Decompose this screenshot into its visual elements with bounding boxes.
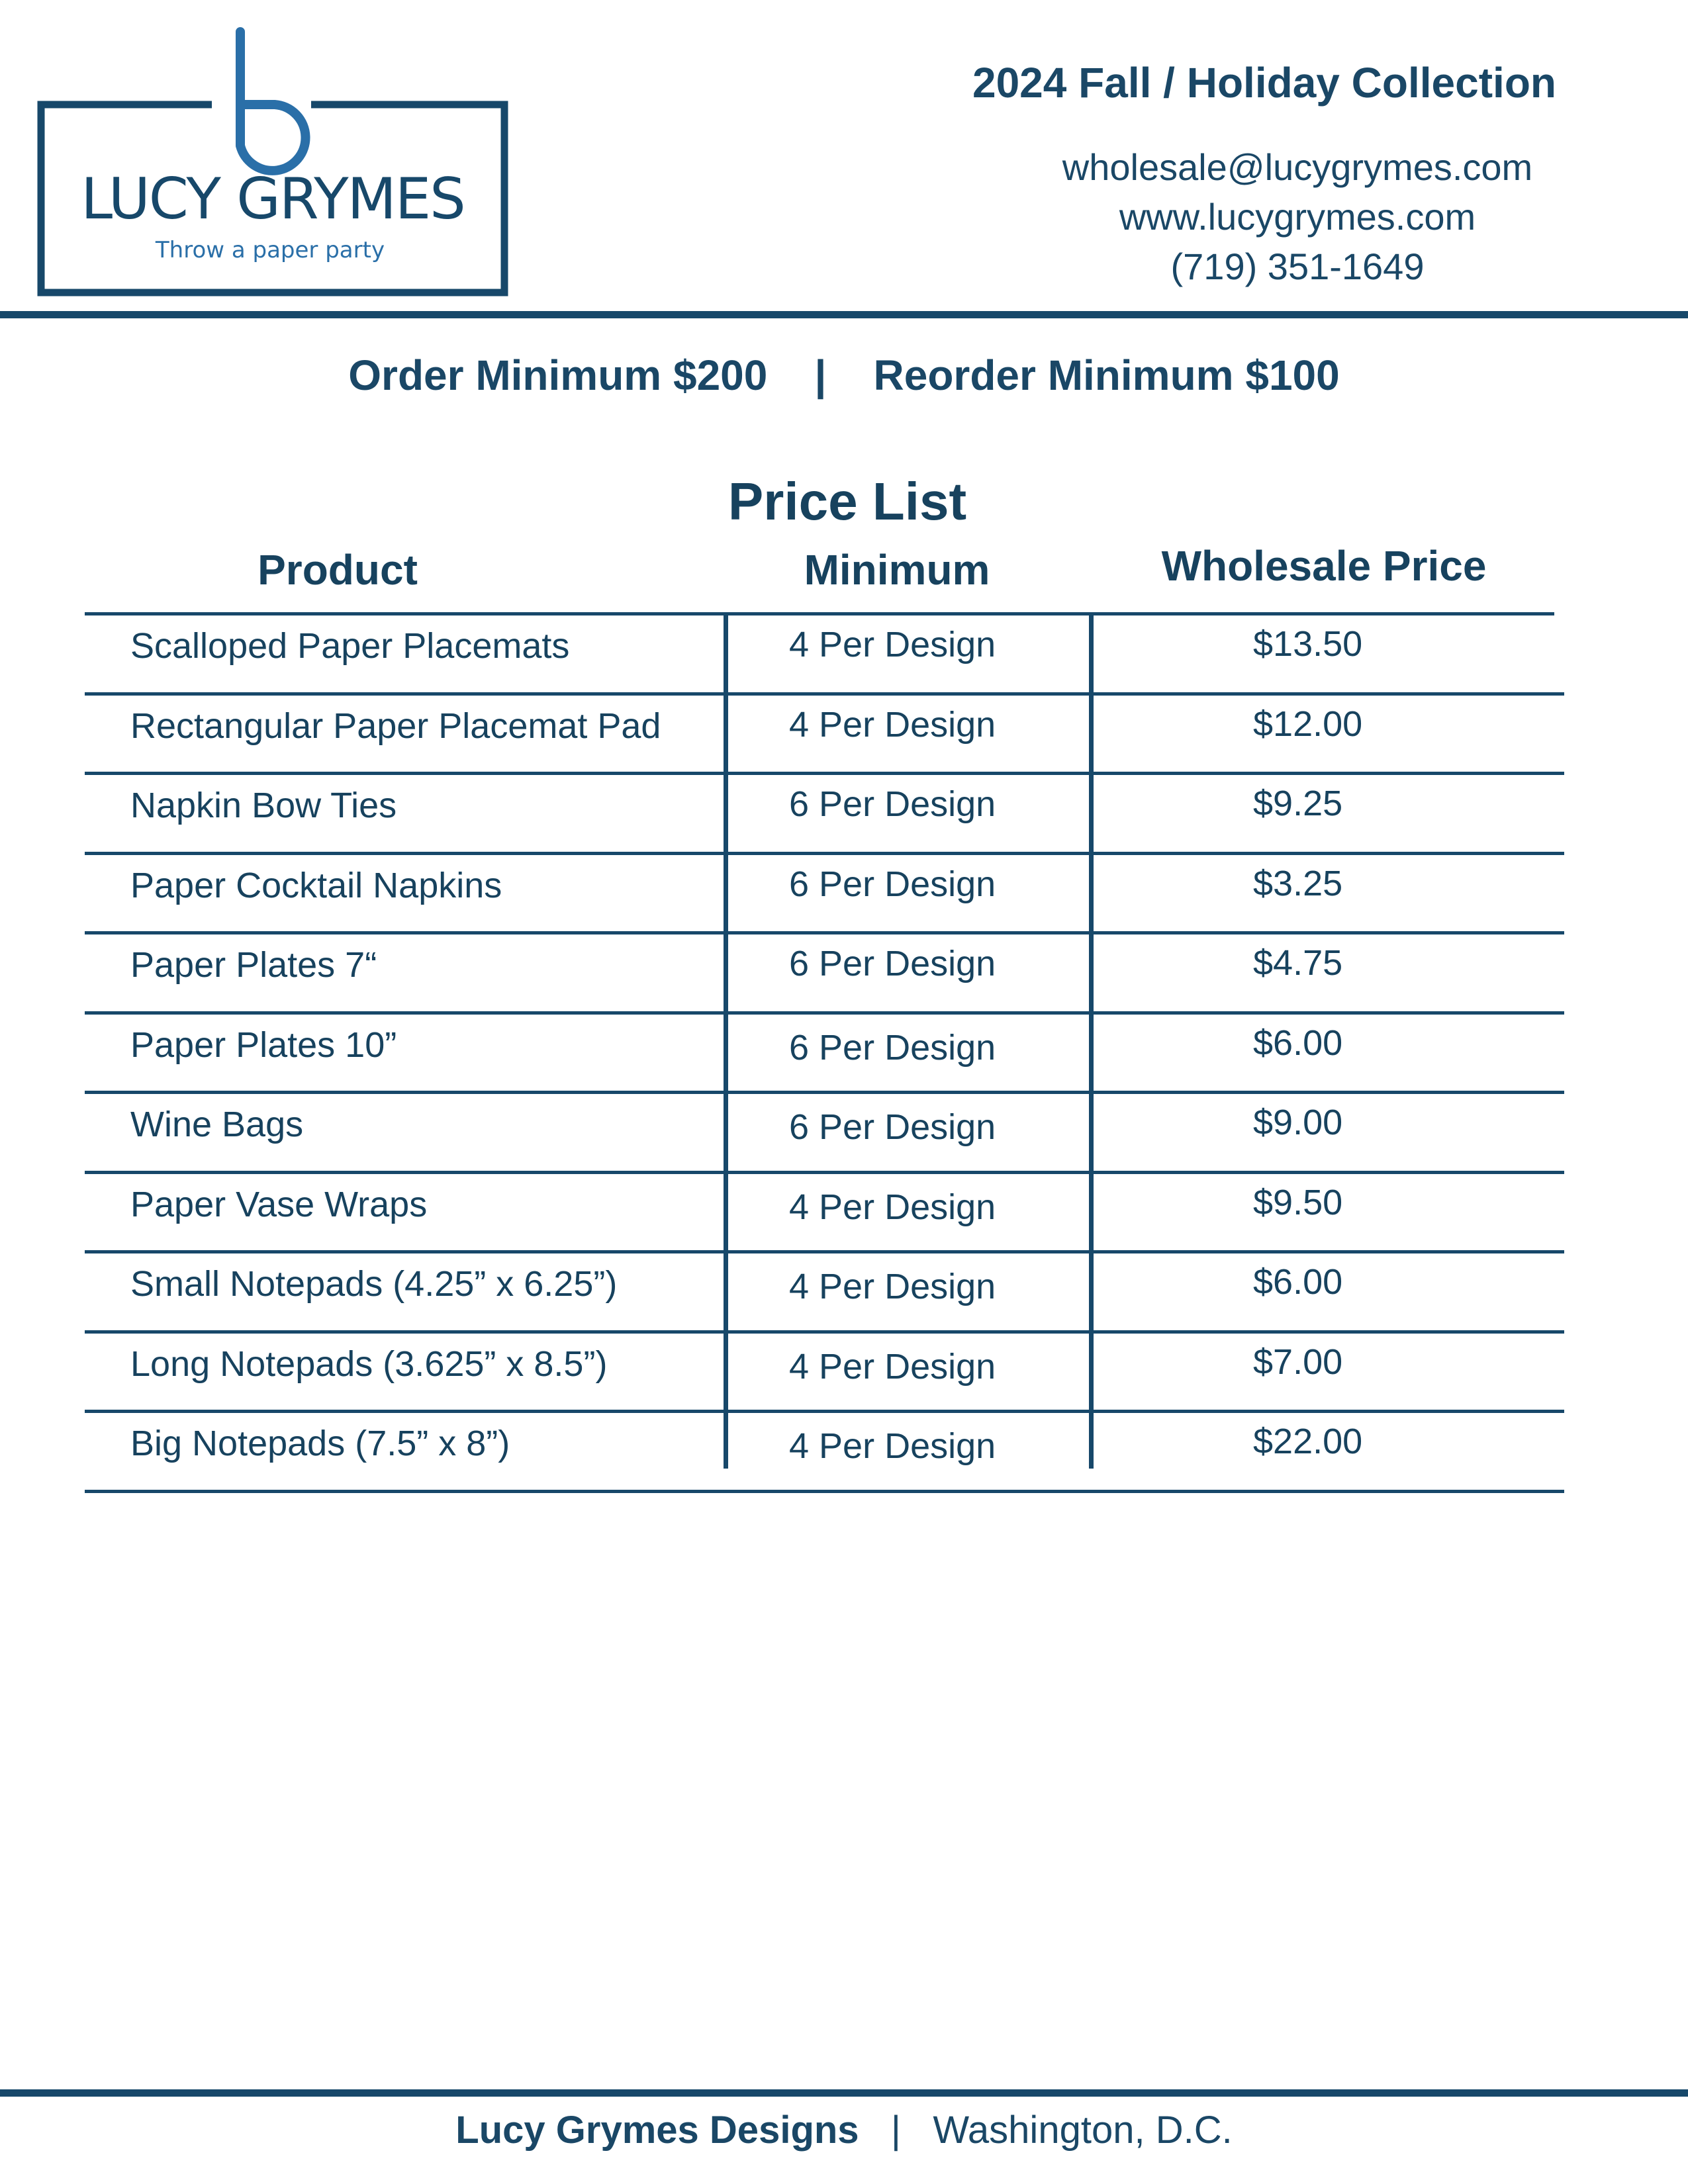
footer-location: Washington, D.C. bbox=[933, 2109, 1233, 2152]
product-name: Scalloped Paper Placemats bbox=[130, 626, 570, 666]
minimum-quantity: 6 Per Design bbox=[789, 1107, 996, 1147]
product-name: Long Notepads (3.625” x 8.5”) bbox=[130, 1343, 608, 1384]
row-rule bbox=[85, 1410, 1564, 1413]
wholesale-price: $3.25 bbox=[1253, 863, 1343, 903]
wholesale-price: $9.00 bbox=[1253, 1103, 1343, 1142]
minimum-quantity: 4 Per Design bbox=[789, 704, 996, 745]
row-rule bbox=[85, 931, 1564, 934]
product-name: Big Notepads (7.5” x 8”) bbox=[130, 1424, 510, 1463]
wholesale-price: $6.00 bbox=[1253, 1262, 1343, 1302]
product-name: Paper Cocktail Napkins bbox=[130, 865, 502, 905]
wholesale-price: $9.50 bbox=[1253, 1182, 1343, 1222]
product-name: Napkin Bow Ties bbox=[130, 786, 397, 825]
row-rule bbox=[85, 852, 1564, 855]
table-top-rule bbox=[85, 612, 1554, 615]
wholesale-price: $13.50 bbox=[1253, 624, 1363, 664]
wholesale-price: $22.00 bbox=[1253, 1422, 1363, 1461]
contact-email[interactable]: wholesale@lucygrymes.com bbox=[1062, 146, 1533, 188]
footer-company: Lucy Grymes Designs bbox=[455, 2109, 859, 2152]
wholesale-price: $12.00 bbox=[1253, 704, 1363, 744]
collection-title: 2024 Fall / Holiday Collection bbox=[972, 59, 1557, 107]
reorder-minimum: Reorder Minimum $100 bbox=[873, 351, 1340, 399]
column-header-minimum: Minimum bbox=[804, 546, 990, 594]
row-rule bbox=[85, 692, 1564, 696]
row-rule bbox=[85, 1490, 1564, 1493]
product-name: Wine Bags bbox=[130, 1105, 304, 1144]
minimum-quantity: 4 Per Design bbox=[789, 1426, 996, 1466]
row-rule bbox=[85, 1091, 1564, 1094]
brand-tagline: Throw a paper party bbox=[155, 237, 385, 263]
price-list-title: Price List bbox=[727, 472, 967, 531]
product-name: Small Notepads (4.25” x 6.25”) bbox=[130, 1264, 618, 1304]
minimum-quantity: 6 Per Design bbox=[789, 1027, 996, 1068]
footer-divider bbox=[0, 2089, 1688, 2097]
minimum-quantity: 4 Per Design bbox=[789, 1187, 996, 1227]
row-rule bbox=[85, 1330, 1564, 1334]
wholesale-price: $7.00 bbox=[1253, 1342, 1343, 1382]
minimums-separator: | bbox=[814, 351, 827, 399]
wholesale-price: $4.75 bbox=[1253, 943, 1343, 983]
footer bbox=[0, 2108, 1688, 2152]
row-rule bbox=[85, 772, 1564, 775]
minimum-quantity: 6 Per Design bbox=[789, 944, 996, 983]
table-column-divider bbox=[724, 612, 728, 1469]
row-rule bbox=[85, 1250, 1564, 1253]
table-column-divider bbox=[1089, 612, 1094, 1469]
minimum-quantity: 6 Per Design bbox=[789, 864, 996, 904]
row-rule bbox=[85, 1171, 1564, 1174]
wholesale-price: $9.25 bbox=[1253, 784, 1343, 823]
brand-name: LUCY GRYMES bbox=[81, 166, 465, 232]
wholesale-price: $6.00 bbox=[1253, 1023, 1343, 1063]
minimum-quantity: 4 Per Design bbox=[789, 1346, 996, 1387]
column-header-product: Product bbox=[258, 546, 418, 594]
minimum-quantity: 4 Per Design bbox=[789, 1267, 996, 1306]
footer-separator: | bbox=[890, 2109, 901, 2152]
minimum-quantity: 4 Per Design bbox=[789, 625, 996, 664]
product-name: Paper Plates 7“ bbox=[130, 945, 377, 985]
contact-phone[interactable]: (719) 351-1649 bbox=[1170, 246, 1425, 287]
contact-website[interactable]: www.lucygrymes.com bbox=[1119, 196, 1476, 238]
product-name: Paper Plates 10” bbox=[130, 1024, 397, 1065]
order-minimum: Order Minimum $200 bbox=[348, 351, 768, 399]
row-rule bbox=[85, 1011, 1564, 1015]
minimum-quantity: 6 Per Design bbox=[789, 784, 996, 824]
product-name: Rectangular Paper Placemat Pad bbox=[130, 705, 661, 746]
column-header-wholesale-price: Wholesale Price bbox=[1161, 542, 1487, 590]
product-name: Paper Vase Wraps bbox=[130, 1184, 428, 1224]
